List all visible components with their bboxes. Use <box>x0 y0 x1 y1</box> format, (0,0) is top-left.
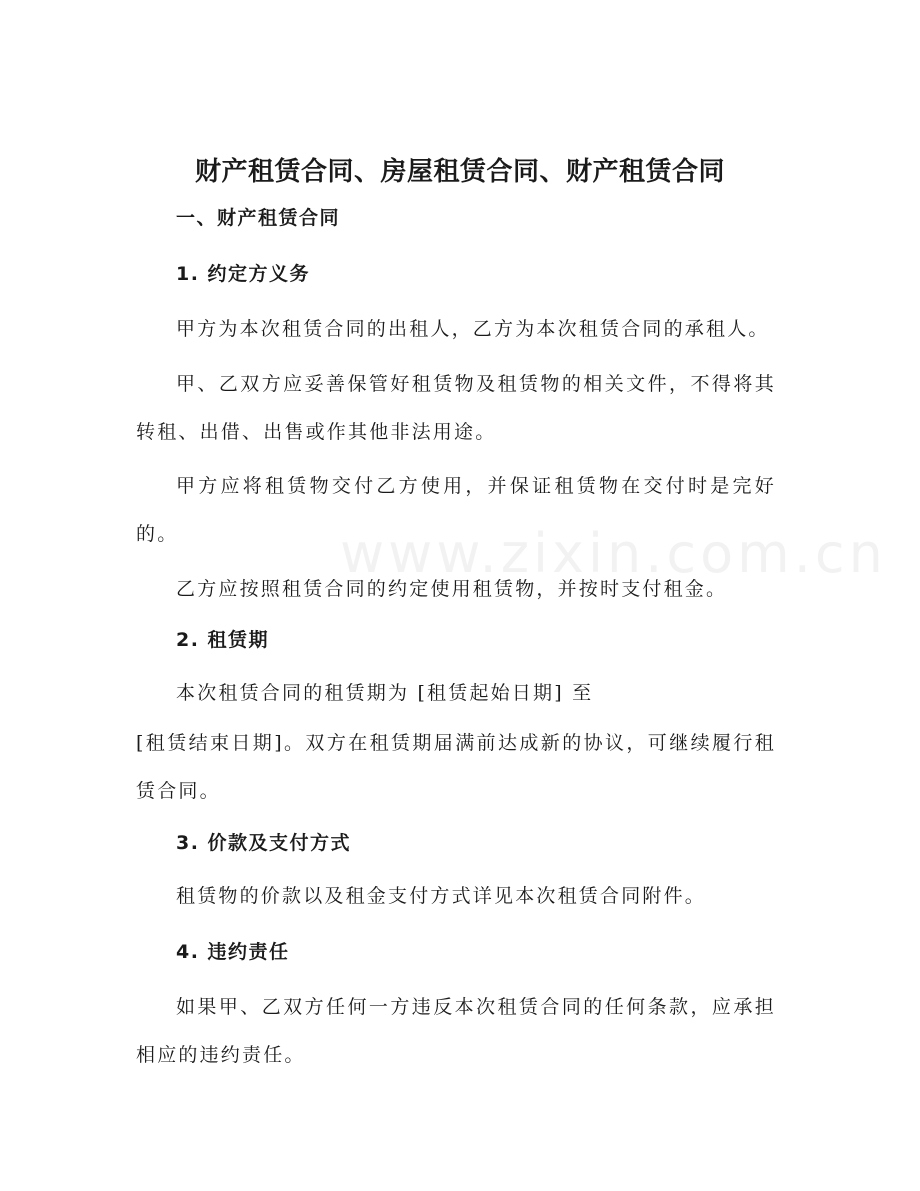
paragraph: 甲方应将租赁物交付乙方使用，并保证租赁物在交付时是完好的。 <box>136 475 776 545</box>
item-heading-2: 2. 租赁期 <box>176 629 270 651</box>
paragraph: 租赁物的价款以及租金支付方式详见本次租赁合同附件。 <box>176 885 707 907</box>
paragraph: 乙方应按照租赁合同的约定使用租赁物，并按时支付租金。 <box>176 578 728 600</box>
page-title: 财产租赁合同、房屋租赁合同、财产租赁合同 <box>194 157 725 187</box>
item-heading-4: 4. 违约责任 <box>176 941 290 963</box>
item-heading-1: 1. 约定方义务 <box>176 263 311 285</box>
paragraph: 甲、乙双方应妥善保管好租赁物及租赁物的相关文件，不得将其转租、出借、出售或作其他非法用途。 <box>136 373 776 443</box>
item-heading-3: 3. 价款及支付方式 <box>176 832 352 854</box>
paragraph: [租赁结束日期]。双方在租赁期届满前达成新的协议，可继续履行租赁合同。 <box>136 732 776 802</box>
section-heading: 一、财产租赁合同 <box>176 207 341 229</box>
paragraph: 如果甲、乙双方任何一方违反本次租赁合同的任何条款，应承担相应的违约责任。 <box>136 996 776 1066</box>
paragraph: 本次租赁合同的租赁期为 [租赁起始日期] 至 <box>176 682 594 704</box>
watermark: www.zixin.com.cn <box>340 522 887 585</box>
paragraph: 甲方为本次租赁合同的出租人，乙方为本次租赁合同的承租人。 <box>176 318 770 340</box>
